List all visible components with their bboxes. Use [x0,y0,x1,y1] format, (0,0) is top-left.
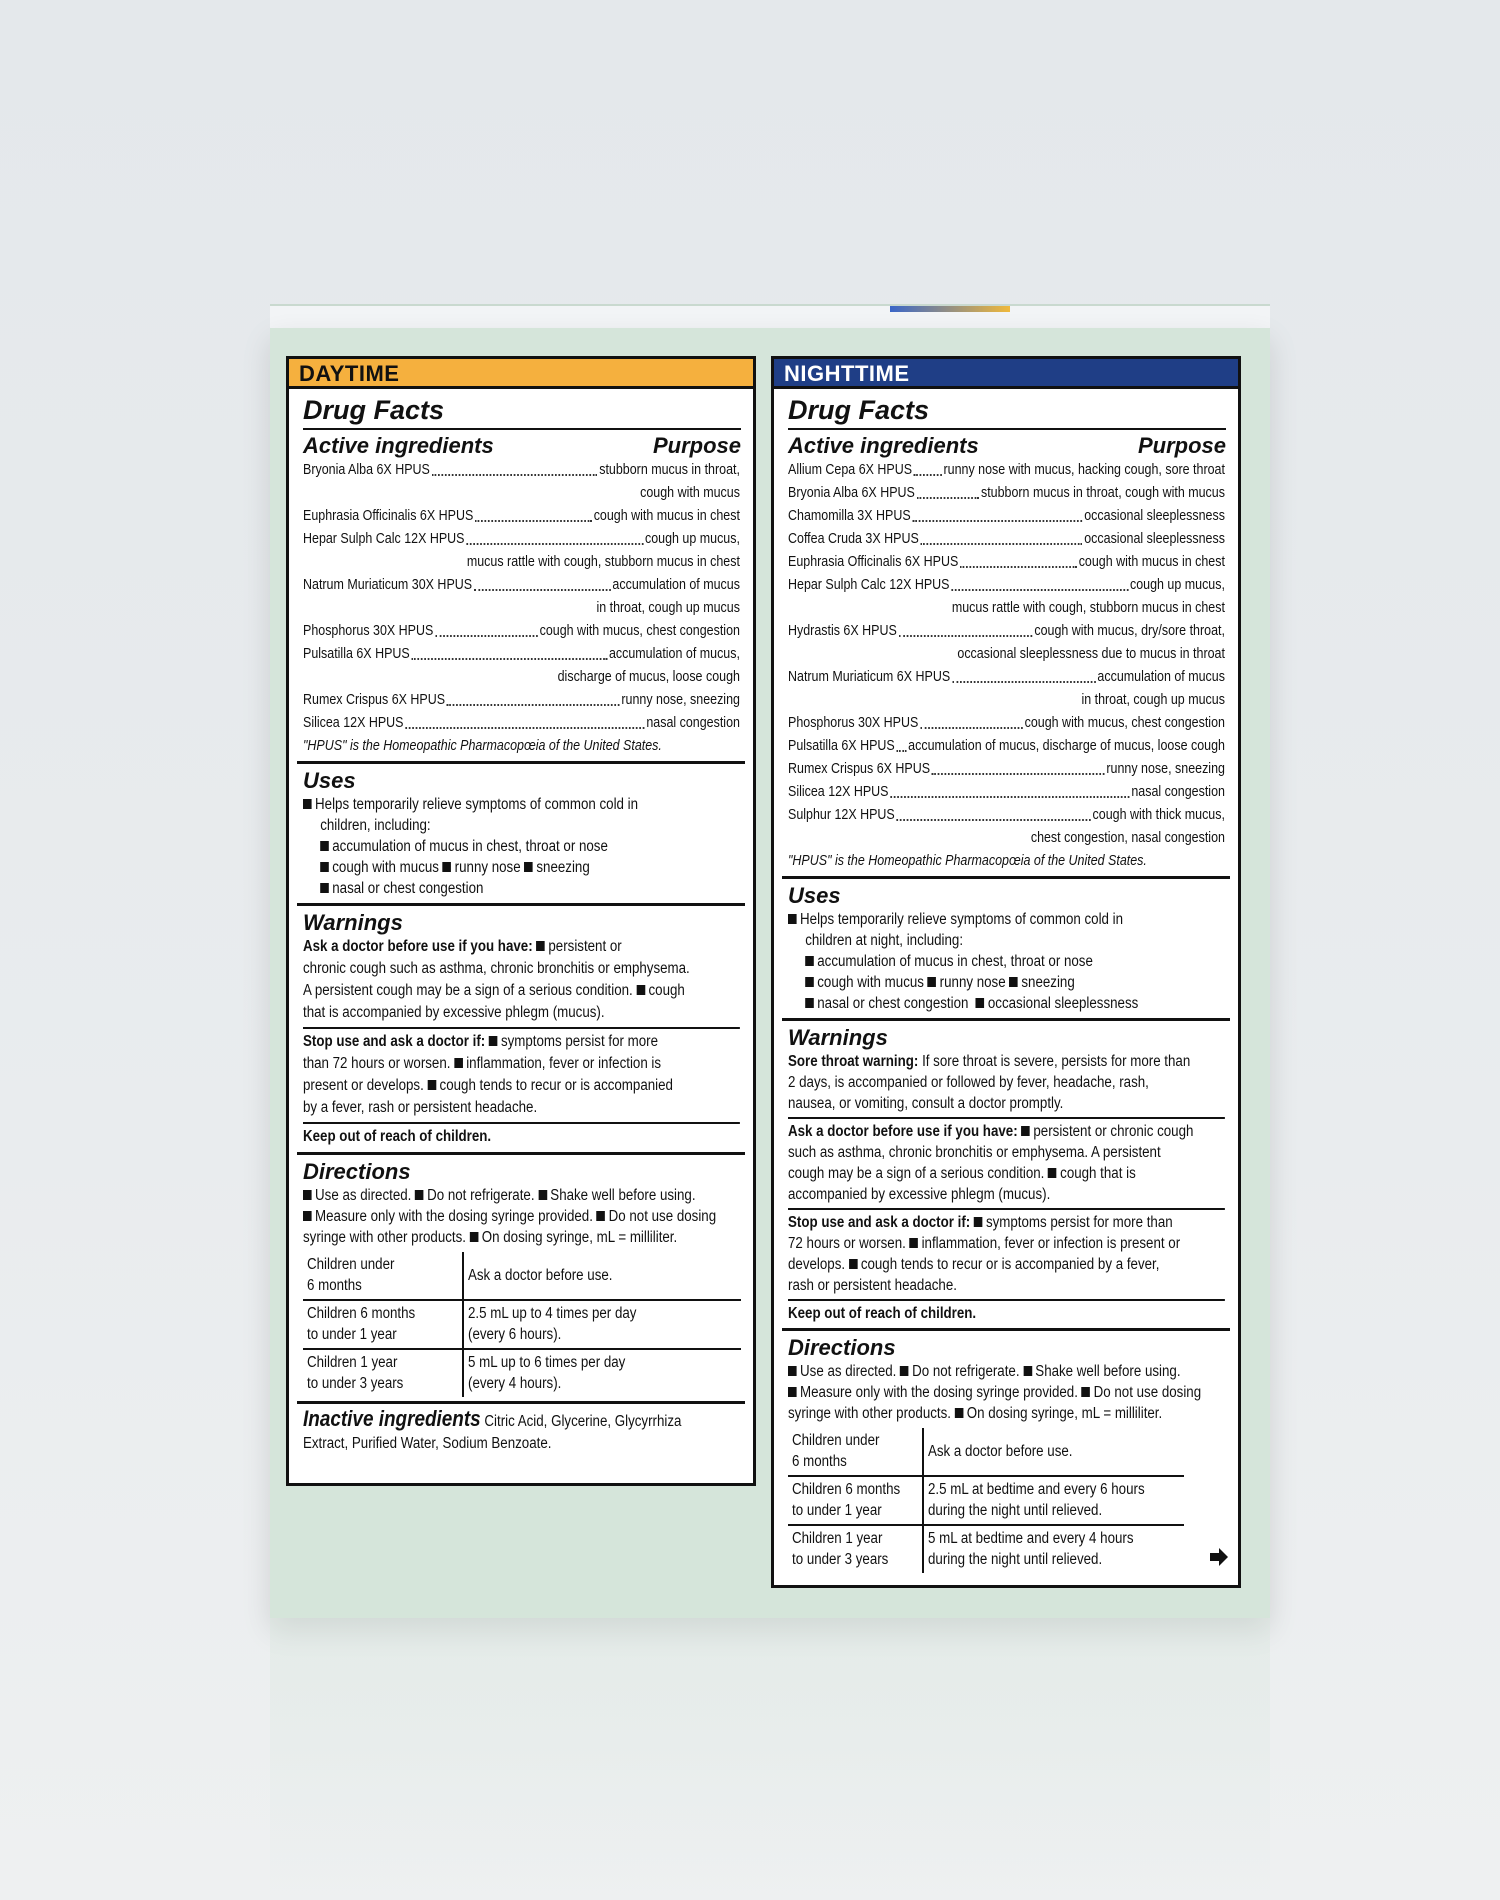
warning-text: present or develops. [303,1077,424,1094]
stop-use-label: Stop use and ask a doctor if: [303,1033,486,1050]
ingredient-name: Allium Cepa 6X HPUS [788,462,913,478]
ingredient-row [788,666,1225,689]
ingredient-name: Euphrasia Officinalis 6X HPUS [303,508,474,524]
dose-cell [923,1476,1184,1525]
leader-dots [435,635,538,637]
ingredient-row [303,505,740,528]
age-text: Children under [307,1256,395,1273]
ingredient-purpose: occasional sleeplessness [1084,531,1225,547]
dose-text: 5 mL up to 6 times per day [468,1354,626,1371]
age-text: Children 6 months [792,1481,901,1498]
stop-use-text [303,1027,740,1119]
uses-item: sneezing [1021,974,1075,991]
ingredient-purpose-cont: in throat, cough up mucus [1081,692,1225,708]
age-text: to under 1 year [307,1326,397,1343]
dose-text: 2.5 mL at bedtime and every 6 hours [927,1481,1145,1498]
purpose-label: Purpose [652,433,741,458]
bullet-square-icon [303,1190,312,1200]
ingredient-row [788,620,1225,643]
warning-text: accompanied by excessive phlegm (mucus). [788,1186,1051,1203]
leader-dots [960,566,1077,568]
age-text: to under 3 years [792,1551,889,1568]
brand-color-strip [890,306,1010,312]
dosage-table [303,1252,741,1397]
direction-text: syringe with other products. [303,1229,467,1246]
ingredient-list [303,459,740,735]
table-row [303,1252,741,1300]
uses-item: cough with mucus [817,974,924,991]
leader-dots [896,750,906,752]
ingredient-purpose: accumulation of mucus, [608,646,740,662]
ingredient-list [788,459,1225,850]
leader-dots [920,727,1023,729]
bullet-square-icon [928,977,937,987]
bullet-square-icon [849,1259,858,1269]
inactive-section [297,1404,745,1459]
ingredient-name: Bryonia Alba 6X HPUS [788,485,915,501]
bullet-square-icon [974,1217,983,1227]
ask-doctor-label: Ask a doctor before use if you have: [788,1123,1018,1140]
ingredient-row [303,643,740,666]
bullet-square-icon [303,1211,312,1221]
bullet-square-icon [955,1408,964,1418]
warning-text: than 72 hours or worsen. [303,1055,451,1072]
table-row [303,1300,741,1349]
ingredient-purpose: cough with mucus, dry/sore throat, [1034,623,1225,639]
bullet-square-icon [910,1238,919,1248]
uses-item: runny nose [454,859,521,876]
ingredient-row [303,528,740,551]
leader-dots [411,658,607,660]
direction-text: Measure only with the dosing syringe provided. [800,1384,1078,1401]
inactive-list: Extract, Purified Water, Sodium Benzoate. [303,1435,552,1452]
active-ingredients-label: Active ingredients [788,433,979,458]
direction-text: Shake well before using. [550,1187,696,1204]
bullet-square-icon [415,1190,424,1200]
bullet-square-icon [788,914,797,924]
warning-text: such as asthma, chronic bronchitis or emphysema. A persistent [788,1144,1161,1161]
ingredient-purpose: stubborn mucus in throat, [599,462,740,478]
ingredient-purpose: runny nose with mucus, hacking cough, sore throat [943,462,1225,478]
direction-text: Use as directed. [800,1363,897,1380]
directions-text [303,1185,740,1248]
warnings-section [782,1021,1230,1331]
table-row [788,1428,1184,1476]
warning-text: by a fever, rash or persistent headache. [303,1099,538,1116]
bullet-square-icon [900,1366,909,1376]
nighttime-panel [771,356,1241,1588]
leader-dots [917,497,980,499]
bullet-square-icon [805,977,814,987]
bullet-square-icon [788,1366,797,1376]
active-ingredients-label: Active ingredients [303,433,494,458]
bullet-square-icon [454,1058,463,1068]
dose-text: 5 mL at bedtime and every 4 hours [927,1530,1134,1547]
ingredient-name: Coffea Cruda 3X HPUS [788,531,919,547]
daytime-panel [286,356,756,1486]
warning-text: symptoms persist for more [500,1033,659,1050]
ingredient-name: Pulsatilla 6X HPUS [303,646,410,662]
leader-dots [447,704,620,706]
age-text: Children 1 year [792,1530,883,1547]
purpose-label: Purpose [1137,433,1226,458]
uses-item: accumulation of mucus in chest, throat or nose [332,838,608,855]
dosage-table [788,1428,1184,1573]
drug-facts-section [297,389,745,764]
hpus-note: "HPUS" is the Homeopathic Pharmacopœia of the United States. [303,738,662,754]
ingredient-name: Phosphorus 30X HPUS [788,715,919,731]
direction-text: Do not use dosing [1093,1384,1202,1401]
age-text: 6 months [792,1453,847,1470]
leader-dots [932,773,1105,775]
bullet-square-icon [976,998,985,1008]
keep-out-text [303,1122,740,1148]
drug-facts-title: Drug Facts [303,393,741,430]
ingredient-purpose-cont: chest congestion, nasal congestion [1030,830,1225,846]
warning-text: If sore throat is severe, persists for more than [922,1053,1191,1070]
leader-dots [951,589,1128,591]
bullet-square-icon [303,799,312,809]
warning-text: cough tends to recur or is accompanied by a fever, [860,1256,1160,1273]
ingredient-purpose: stubborn mucus in throat, cough with mucus [980,485,1225,501]
right-arrow-icon [1208,1544,1230,1575]
direction-text: On dosing syringe, mL = milliliter. [966,1405,1163,1422]
bullet-square-icon [1023,1366,1032,1376]
ingredient-purpose: cough up mucus, [644,531,740,547]
warning-text: cough that is [1060,1165,1136,1182]
directions-text [788,1361,1225,1424]
uses-text [788,909,1225,1014]
leader-dots [896,819,1090,821]
uses-intro: Helps temporarily relieve symptoms of common cold in [800,911,1124,928]
age-cell [303,1252,463,1300]
box-reflection [270,1618,1270,1900]
warning-text: persistent or [548,938,622,955]
ingredient-purpose: accumulation of mucus [612,577,740,593]
ingredient-purpose: cough with thick mucus, [1092,807,1225,823]
ingredient-purpose-cont: mucus rattle with cough, stubborn mucus in chest [951,600,1225,616]
warning-text: 2 days, is accompanied or followed by fever, headache, rash, [788,1074,1149,1091]
direction-text: Do not refrigerate. [912,1363,1020,1380]
inactive-text [303,1408,740,1455]
age-cell [303,1349,463,1397]
ingredient-row [788,804,1225,827]
bullet-square-icon [320,841,329,851]
sore-throat-text [788,1051,1225,1114]
direction-text: Measure only with the dosing syringe provided. [315,1208,593,1225]
age-text: to under 1 year [792,1502,882,1519]
ingredient-purpose: runny nose, sneezing [621,692,740,708]
leader-dots [474,589,611,591]
ask-doctor-label: Ask a doctor before use if you have: [303,938,533,955]
warning-text: develops. [788,1256,846,1273]
ingredient-name: Natrum Muriaticum 6X HPUS [788,669,951,685]
warning-text: inflammation, fever or infection is [466,1055,662,1072]
leader-dots [466,543,643,545]
bullet-square-icon [1009,977,1018,987]
keep-out-label: Keep out of reach of children. [788,1305,977,1322]
ingredient-name: Silicea 12X HPUS [303,715,404,731]
bullet-square-icon [524,862,533,872]
leader-dots [914,474,942,476]
direction-text: On dosing syringe, mL = milliliter. [481,1229,678,1246]
warning-text: 72 hours or worsen. [788,1235,906,1252]
leader-dots [899,635,1033,637]
uses-item: accumulation of mucus in chest, throat or nose [817,953,1093,970]
bullet-square-icon [538,1190,547,1200]
age-cell [303,1300,463,1349]
warning-text: chronic cough such as asthma, chronic bronchitis or emphysema. [303,960,690,977]
bullet-square-icon [597,1211,606,1221]
direction-text: Do not use dosing [608,1208,717,1225]
directions-title: Directions [788,1335,896,1360]
stop-use-label: Stop use and ask a doctor if: [788,1214,971,1231]
ingredient-purpose-cont: in throat, cough up mucus [596,600,740,616]
dose-text: during the night until relieved. [927,1502,1102,1519]
uses-item: occasional sleeplessness [987,995,1139,1012]
daytime-banner: DAYTIME [289,359,753,389]
uses-item: nasal or chest congestion [332,880,484,897]
dose-text: (every 4 hours). [468,1375,562,1392]
bullet-square-icon [636,985,645,995]
box-top-flap [270,304,1270,328]
ingredient-name: Pulsatilla 6X HPUS [788,738,895,754]
bullet-square-icon [470,1232,479,1242]
leader-dots [920,543,1082,545]
stop-use-text [788,1208,1225,1296]
uses-text [303,794,740,899]
ingredient-purpose: cough with mucus in chest [1078,554,1225,570]
ingredient-purpose: cough with mucus, chest congestion [539,623,740,639]
ingredient-name: Rumex Crispus 6X HPUS [303,692,446,708]
directions-section [297,1155,745,1404]
ingredient-purpose: nasal congestion [1131,784,1225,800]
ingredient-purpose: cough with mucus, chest congestion [1024,715,1225,731]
direction-text: Do not refrigerate. [427,1187,535,1204]
age-text: Children under [792,1432,880,1449]
warning-text: persistent or chronic cough [1033,1123,1194,1140]
ingredient-purpose: accumulation of mucus [1097,669,1225,685]
ingredient-purpose-cont: discharge of mucus, loose cough [557,669,740,685]
uses-section [782,879,1230,1021]
age-text: Children 6 months [307,1305,416,1322]
direction-text: Use as directed. [315,1187,412,1204]
warning-text: that is accompanied by excessive phlegm (mucus). [303,1004,605,1021]
age-text: Children 1 year [307,1354,398,1371]
ingredient-name: Phosphorus 30X HPUS [303,623,434,639]
dose-cell [463,1252,741,1300]
sore-throat-label: Sore throat warning: [788,1053,919,1070]
drug-facts-section [782,389,1230,879]
warning-text: rash or persistent headache. [788,1277,957,1294]
age-cell [788,1476,923,1525]
warning-text: A persistent cough may be a sign of a serious condition. [303,982,633,999]
ask-doctor-text [303,936,740,1024]
age-text: 6 months [307,1277,362,1294]
bullet-square-icon [320,862,329,872]
leader-dots [405,727,644,729]
uses-item: cough with mucus [332,859,439,876]
dose-cell [923,1525,1184,1573]
dose-text: Ask a doctor before use. [927,1442,1073,1460]
bullet-square-icon [805,956,814,966]
ingredient-purpose-cont: cough with mucus [640,485,740,501]
directions-section [782,1331,1230,1577]
dose-cell [463,1349,741,1397]
leader-dots [475,520,592,522]
dose-text: (every 6 hours). [468,1326,562,1343]
warning-text: inflammation, fever or infection is present or [921,1235,1181,1252]
uses-item: sneezing [536,859,590,876]
hpus-note: "HPUS" is the Homeopathic Pharmacopœia of the United States. [788,853,1147,869]
ingredient-row [788,505,1225,528]
bullet-square-icon [427,1080,436,1090]
ingredient-purpose-cont: mucus rattle with cough, stubborn mucus in chest [466,554,740,570]
warning-text: cough tends to recur or is accompanied [439,1077,673,1094]
uses-title: Uses [788,883,841,908]
ingredient-purpose: occasional sleeplessness [1084,508,1225,524]
keep-out-label: Keep out of reach of children. [303,1128,492,1145]
dose-cell [923,1428,1184,1476]
keep-out-text [788,1299,1225,1324]
ingredient-row [788,735,1225,758]
ingredient-name: Chamomilla 3X HPUS [788,508,911,524]
ingredient-purpose: runny nose, sneezing [1106,761,1225,777]
ingredient-purpose: cough with mucus in chest [593,508,740,524]
warning-text: cough [648,982,685,999]
ingredient-name: Sulphur 12X HPUS [788,807,895,823]
dose-text: 2.5 mL up to 4 times per day [468,1305,637,1322]
active-ingredients-header [788,433,1226,459]
dose-text: during the night until relieved. [927,1551,1102,1568]
ingredient-name: Hepar Sulph Calc 12X HPUS [303,531,465,547]
ingredient-row [788,551,1225,574]
ingredient-row [788,574,1225,597]
table-row [303,1349,741,1397]
ingredient-row [788,482,1225,505]
uses-intro-cont: children, including: [320,817,431,834]
product-box-back [270,328,1270,1618]
ingredient-row [303,574,740,597]
directions-title: Directions [303,1159,411,1184]
ingredient-purpose: accumulation of mucus, discharge of mucus, loose cough [908,738,1225,754]
uses-item: nasal or chest congestion [817,995,969,1012]
table-row [788,1476,1184,1525]
bullet-square-icon [805,998,814,1008]
leader-dots [432,474,598,476]
active-ingredients-header [303,433,741,459]
bullet-square-icon [788,1387,797,1397]
age-text: to under 3 years [307,1375,404,1392]
direction-text: syringe with other products. [788,1405,952,1422]
ingredient-purpose: nasal congestion [646,715,740,731]
dose-text: Ask a doctor before use. [468,1266,613,1284]
warnings-title: Warnings [303,910,403,935]
bullet-square-icon [489,1036,498,1046]
leader-dots [912,520,1082,522]
age-cell [788,1525,923,1573]
ingredient-row [788,528,1225,551]
ingredient-row [303,712,740,735]
ingredient-name: Hydrastis 6X HPUS [788,623,897,639]
age-cell [788,1428,923,1476]
ask-doctor-text [788,1117,1225,1205]
warning-text: nausea, or vomiting, consult a doctor promptly. [788,1095,1064,1112]
warning-text: cough may be a sign of a serious condition. [788,1165,1045,1182]
bullet-square-icon [536,941,545,951]
ingredient-name: Silicea 12X HPUS [788,784,889,800]
ingredient-name: Hepar Sulph Calc 12X HPUS [788,577,950,593]
ingredient-name: Bryonia Alba 6X HPUS [303,462,430,478]
ingredient-row [303,459,740,482]
uses-item: runny nose [939,974,1006,991]
ingredient-name: Natrum Muriaticum 30X HPUS [303,577,473,593]
bullet-square-icon [320,883,329,893]
bullet-square-icon [1048,1168,1057,1178]
uses-intro-cont: children at night, including: [805,932,964,949]
ingredient-row [303,620,740,643]
drug-facts-title: Drug Facts [788,393,1226,430]
bullet-square-icon [443,862,452,872]
ingredient-row [788,712,1225,735]
inactive-title: Inactive ingredients [303,1406,481,1431]
table-row [788,1525,1184,1573]
warnings-title: Warnings [788,1025,888,1050]
ingredient-name: Euphrasia Officinalis 6X HPUS [788,554,959,570]
ingredient-row [788,459,1225,482]
uses-intro: Helps temporarily relieve symptoms of common cold in [315,796,639,813]
uses-section [297,764,745,906]
ingredient-purpose: cough up mucus, [1129,577,1225,593]
ingredient-row [788,781,1225,804]
bullet-square-icon [1082,1387,1091,1397]
leader-dots [952,681,1096,683]
warnings-section [297,906,745,1155]
direction-text: Shake well before using. [1035,1363,1181,1380]
ingredient-name: Rumex Crispus 6X HPUS [788,761,931,777]
leader-dots [890,796,1129,798]
dose-cell [463,1300,741,1349]
ingredient-purpose-cont: occasional sleeplessness due to mucus in throat [957,646,1225,662]
warning-text: symptoms persist for more than [985,1214,1173,1231]
inactive-list: Citric Acid, Glycerine, Glycyrrhiza [484,1413,682,1430]
bullet-square-icon [1021,1126,1030,1136]
nighttime-banner: NIGHTTIME [774,359,1238,389]
ingredient-row [303,689,740,712]
uses-title: Uses [303,768,356,793]
ingredient-row [788,758,1225,781]
